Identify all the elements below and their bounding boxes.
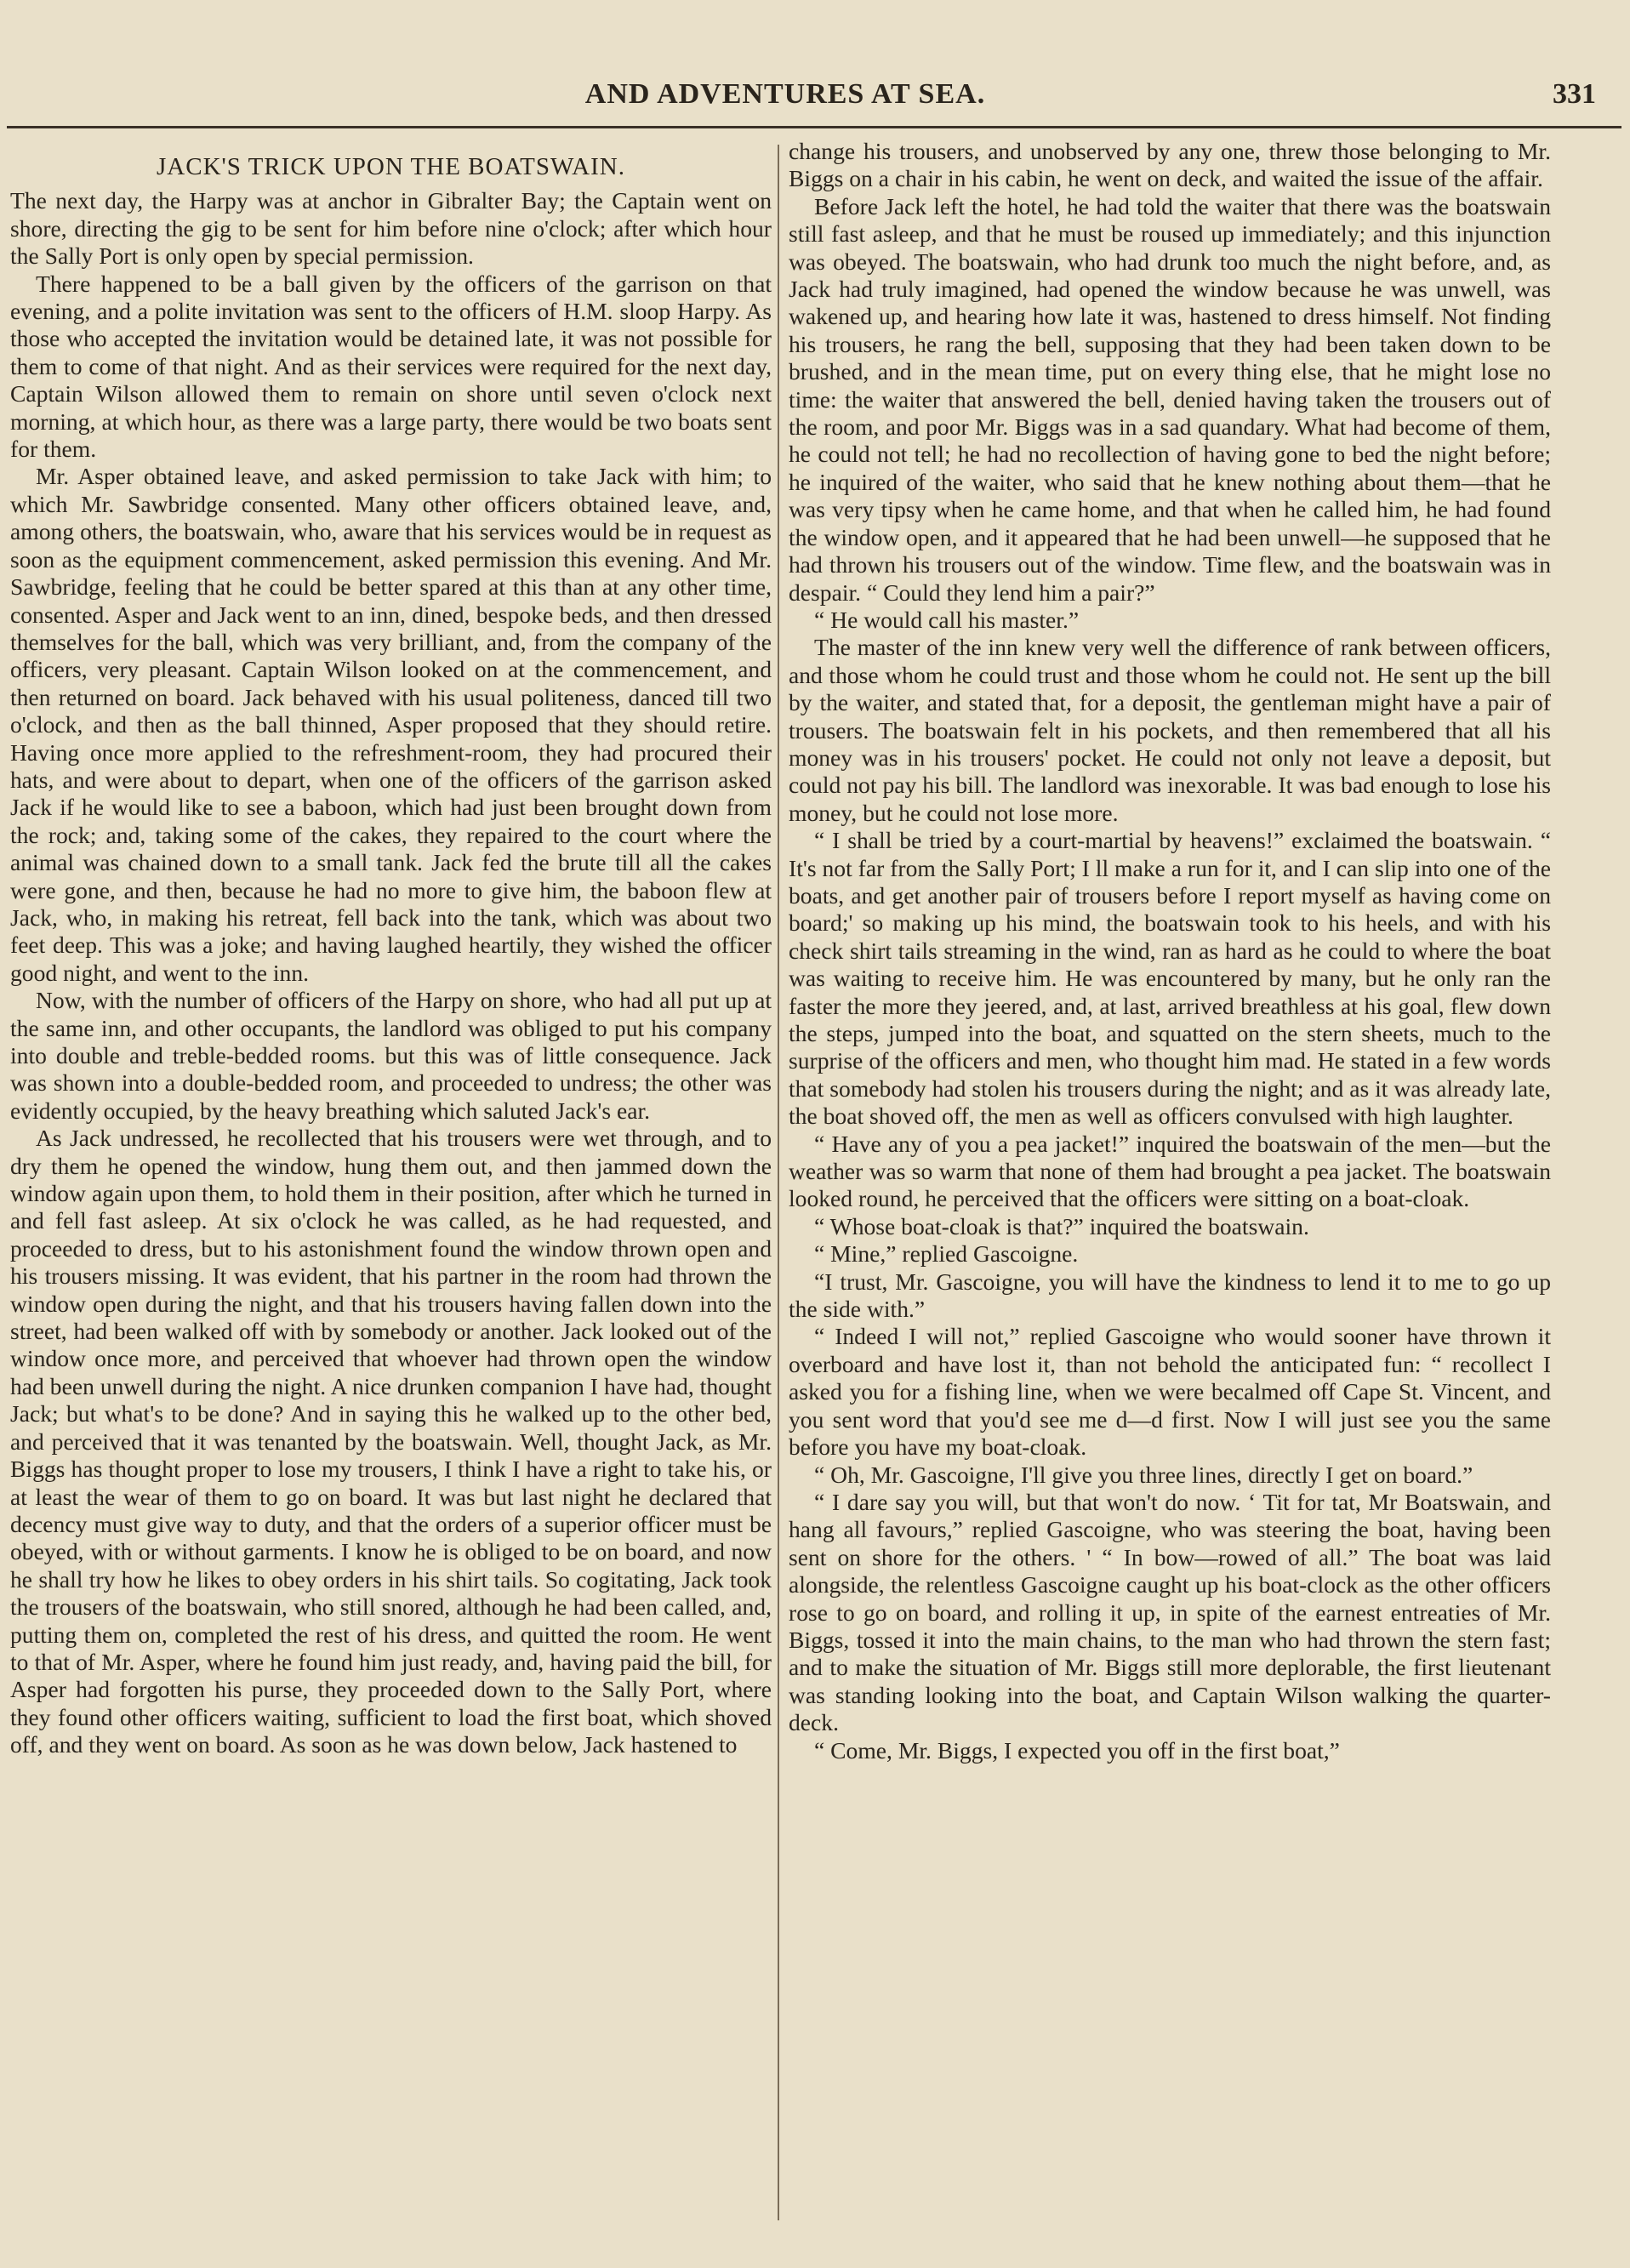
- right-column: [789, 138, 1551, 2217]
- paragraph: “ Indeed I will not,” replied Gascoigne who would sooner have thrown it overboard and have lost it, than not behold the anticipated fun: “ recollect I asked you for a fishing line, when we were becalmed off Cape St. Vincent, and you sent word that you'd see me d—d first. Now I will just see you the same before you have my boat-cloak.: [789, 1323, 1551, 1461]
- paragraph: “ Whose boat-cloak is that?” inquired the boatswain.: [814, 1212, 1309, 1239]
- paragraph: “ I dare say you will, but that won't do now. ‘ Tit for tat, Mr Boatswain, and hang all favours,” replied Gascoigne, who was steering the boat, having been sent on shore for the others. ' “ In bow—rowed of all.” The boat was laid alongside, the relentless Gascoigne caught up his boat-clock as the other officers rose to go on board, and rolling it up, in spite of the earnest entreaties of Mr. Biggs, tossed it into the main chains, to the man who had thrown the stern fast; and to make the situation of Mr. Biggs still more deplorable, the first lieutenant was standing looking into the boat, and Captain Wilson walking the quarter-deck.: [789, 1488, 1551, 1736]
- paragraph: There happened to be a ball given by the officers of the garrison on that evening, and a polite invitation was sent to the officers of H.M. sloop Harpy. As those who accepted the invitation would be detained late, it was not possible for them to come of that night. And as their services were required for the next day, Captain Wilson allowed them to remain on shore until seven o'clock next morning, at which hour, as there was a large party, there would be two boats sent for them.: [10, 270, 772, 463]
- column-divider: [778, 145, 779, 2220]
- left-column: [10, 138, 772, 2217]
- paragraph: Mr. Asper obtained leave, and asked permission to take Jack with him; to which Mr. Sawbridge consented. Many other officers obtained leave, and, among others, the boatswain, who, aware that his services would be in request as soon as the equipment commencement, asked permission this evening. And Mr. Sawbridge, feeling that he could be better spared at this than at any other time, consented. Asper and Jack went to an inn, dined, bespoke beds, and then dressed themselves for the ball, which was very brilliant, and, from the company of the officers, very pleasant. Captain Wilson looked on at the commencement, and then returned on board. Jack behaved with his usual politeness, danced till two o'clock, and then as the ball thinned, Asper proposed that they should retire. Having once more applied to the refreshment-room, they had procured their hats, and were about to depart, when one of the officers of the garrison asked Jack if he would like to see a baboon, which had just been brought down from the rock; and, taking some of the cakes, they repaired to the court where the animal was chained down to a small tank. Jack fed the brute till all the cakes were gone, and then, because he had no more to give him, the baboon flew at Jack, who, in making his retreat, fell back into the tank, which was about two feet deep. This was a joke; and having laughed heartily, they wished the officer good night, and went to the inn.: [10, 463, 772, 986]
- paragraph: Before Jack left the hotel, he had told the waiter that there was the boatswain still fast asleep, and that he must be roused up immediately; and this injunction was obeyed. The boatswain, who had drunk too much the night before, and, as Jack had truly imagined, had opened the window because he was unwell, was wakened up, and hearing how late it was, hastened to dress himself. Not finding his trousers, he rang the bell, supposing that they had been taken down to be brushed, and in the mean time, put on every thing else, that he might lose no time: the waiter that answered the bell, denied having taken the trousers out of the room, and poor Mr. Biggs was in a sad quandary. What had become of them, he could not tell; he had no recollection of having gone to bed the night before; he inquired of the waiter, who said that he knew nothing about them—that he was very tipsy when he came home, and that when he called him, he had found the window open, and it appeared that he had been unwell—he supposed that he had thrown his trousers out of the window. Time flew, and the boatswain was in despair. “ Could they lend him a pair?”: [789, 192, 1551, 606]
- header-rule: [7, 126, 1621, 128]
- paragraph: “ Mine,” replied Gascoigne.: [814, 1240, 1079, 1268]
- paragraph: “ Come, Mr. Biggs, I expected you off in the first boat,”: [814, 1736, 1340, 1764]
- paragraph: “ He would call his master.”: [814, 606, 1080, 633]
- paragraph: As Jack undressed, he recollected that his trousers were wet through, and to dry them he opened the window, hung them out, and then jammed down the window again upon them, to hold them in their position, after which he turned in and fell fast asleep. At six o'clock he was called, as he had requested, and proceeded to dress, but to his astonishment found the window thrown open and his trousers missing. It was evident, that his partner in the room had thrown the window open during the night, and that his trousers having fallen down into the street, had been walked off with by somebody or another. Jack looked out of the window once more, and perceived that whoever had thrown open the window had been unwell during the night. A nice drunken companion I have had, thought Jack; but what's to be done? And in saying this he walked up to the other bed, and perceived that it was tenanted by the boatswain. Well, thought Jack, as Mr. Biggs has thought proper to lose my trousers, I think I have a right to take his, or at least the wear of them to go on board. It was but last night he declared that decency must give way to duty, and that the orders of a superior officer must be obeyed, with or without garments. I know he is obliged to be on board, and now he shall try how he likes to obey orders in his shirt tails. So cogitating, Jack took the trousers of the boatswain, who still snored, although he had been called, and, putting them on, completed the rest of his dress, and quitted the room. He went to that of Mr. Asper, where he found him just ready, and, having paid the bill, for Asper had forgotten his purse, they proceeded down to the Sally Port, where they found other officers waiting, sufficient to load the first boat, which shoved off, and they went on board. As soon as he was down below, Jack hastened to: [10, 1125, 772, 1758]
- paragraph: Now, with the number of officers of the Harpy on shore, who had all put up at the same inn, and other occupants, the landlord was obliged to put his company into double and treble-bedded rooms. but this was of little consequence. Jack was shown into a double-bedded room, and proceeded to undress; the other was evidently occupied, by the heavy breathing which saluted Jack's ear.: [10, 987, 772, 1124]
- page-number: 331: [1553, 78, 1596, 110]
- paragraph: The master of the inn knew very well the difference of rank between officers, and those whom he could trust and those whom he could not. He sent up the bill by the waiter, and stated that, for a deposit, the gentleman might have a pair of trousers. The boatswain felt in his pockets, and then remembered that all his money was in his trousers' pocket. He could not only not leave a deposit, but could not pay his bill. The landlord was inexorable. It was bad enough to lose his money, but he could not lose more.: [789, 634, 1551, 826]
- paragraph: “ I shall be tried by a court-martial by heavens!” exclaimed the boatswain. “ It's not far from the Sally Port; I ll make a run for it, and I can slip into one of the boats, and get another pair of trousers before I report myself as having come on board;' so making up his mind, the boatswain took to his heels, and with his check shirt tails streaming in the wind, ran as hard as he could to where the boat was waiting to receive him. He was encountered by many, but he only ran the faster the more they jeered, and, at last, arrived breathless at his goal, flew down the steps, jumped into the boat, and squatted on the stern sheets, much to the surprise of the officers and men, who thought him mad. He stated in a few words that somebody had stolen his trousers during the night; and as it was already late, the boat shoved off, the men as well as officers convulsed with high laughter.: [789, 827, 1551, 1130]
- paragraph: “ Have any of you a pea jacket!” inquired the boatswain of the men—but the weather was so warm that none of them had brought a pea jacket. The boatswain looked round, he perceived that the officers were sitting on a boat-cloak.: [789, 1130, 1551, 1212]
- article-title: JACK'S TRICK UPON THE BOATSWAIN.: [157, 153, 625, 180]
- paragraph: “ Oh, Mr. Gascoigne, I'll give you three lines, directly I get on board.”: [814, 1461, 1473, 1488]
- paragraph: “I trust, Mr. Gascoigne, you will have the kindness to lend it to me to go up the side with.”: [789, 1268, 1551, 1323]
- paragraph: change his trousers, and unobserved by any one, threw those belonging to Mr. Biggs on a chair in his cabin, he went on deck, and waited the issue of the affair.: [789, 138, 1551, 192]
- running-title: AND ADVENTURES AT SEA.: [584, 78, 986, 110]
- paragraph: The next day, the Harpy was at anchor in Gibralter Bay; the Captain went on shore, directing the gig to be sent for him before nine o'clock; after which hour the Sally Port is only open by special permission.: [10, 187, 772, 270]
- page-header: [0, 0, 1630, 128]
